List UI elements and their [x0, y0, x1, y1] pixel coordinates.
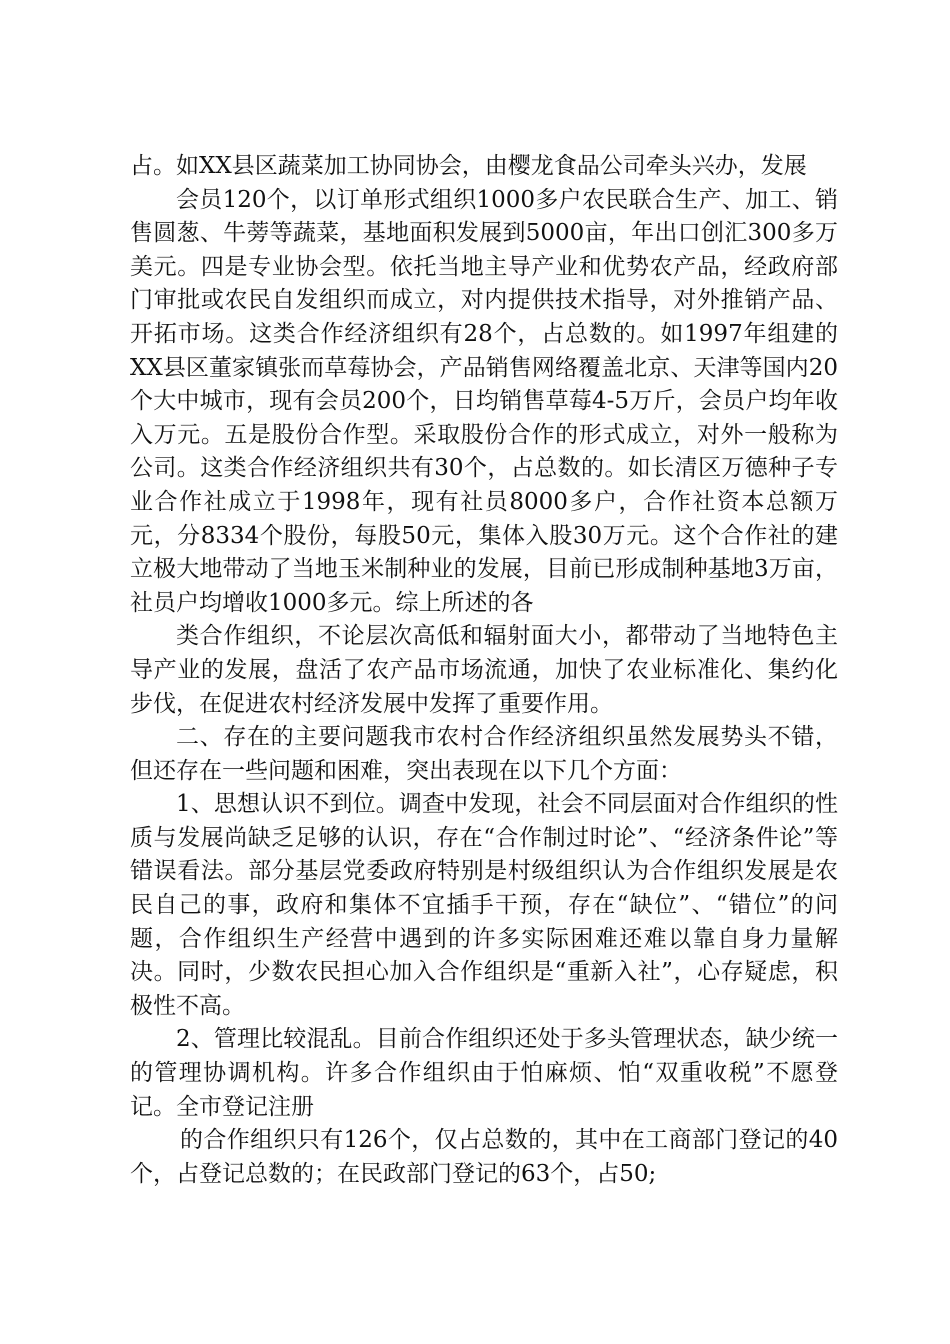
paragraph-7: 的合作组织只有126个，仅占总数的，其中在工商部门登记的40个，占登记总数的；在民政部门登记的63个，占50;: [130, 1127, 838, 1187]
paragraph-5: 1、思想认识不到位。调查中发现，社会不同层面对合作组织的性质与发展尚缺乏足够的认识，存在“合作制过时论”、“经济条件论”等错误看法。部分基层党委政府特别是村级组织认为合作组织发展是农民自己的事，政府和集体不宜插手干预，存在“缺位”、“错位”的问题，合作组织生产经营中遇到的许多实际困难还难以靠自身力量解决。同时，少数农民担心加入合作组织是“重新入社”，心存疑虑，积极性不高。: [130, 791, 838, 1019]
paragraph-1: 占。如XX县区蔬菜加工协同协会，由樱龙食品公司牵头兴办，发展: [130, 153, 807, 179]
paragraph-2: 会员120个，以订单形式组织1000多户农民联合生产、加工、销售圆葱、牛蒡等蔬菜，基地面积发展到5000亩，年出口创汇300多万美元。四是专业协会型。依托当地主导产业和优势农产品，经政府部门审批或农民自发组织而成立，对内提供技术指导，对外推销产品、开拓市场。这类合作经济组织有28个，占总数的。如1997年组建的XX县区董家镇张而草莓协会，产品销售网络覆盖北京、天津等国内20个大中城市，现有会员200个，日均销售草莓4-5万斤，会员户均年收入万元。五是股份合作型。采取股份合作的形式成立，对外一般称为公司。这类合作经济组织共有30个，占总数的。如长清区万德种子专业合作社成立于1998年，现有社员8000多户，合作社资本总额万元，分8334个股份，每股50元，集体入股30万元。这个合作社的建立极大地带动了当地玉米制种业的发展，目前已形成制种基地3万亩，社员户均增收1000多元。综上所述的各: [130, 186, 838, 616]
document-page: [130, 150, 838, 1191]
paragraph-3: 类合作组织，不论层次高低和辐射面大小，都带动了当地特色主导产业的发展，盘活了农产品市场流通，加快了农业标准化、集约化步伐，在促进农村经济发展中发挥了重要作用。: [130, 623, 838, 717]
paragraph-4: 二、存在的主要问题我市农村合作经济组织虽然发展势头不错，但还存在一些问题和困难，突出表现在以下几个方面：: [130, 724, 838, 784]
paragraph-6: 2、管理比较混乱。目前合作组织还处于多头管理状态，缺少统一的管理协调机构。许多合作组织由于怕麻烦、怕“双重收税”不愿登记。全市登记注册: [130, 1026, 838, 1120]
